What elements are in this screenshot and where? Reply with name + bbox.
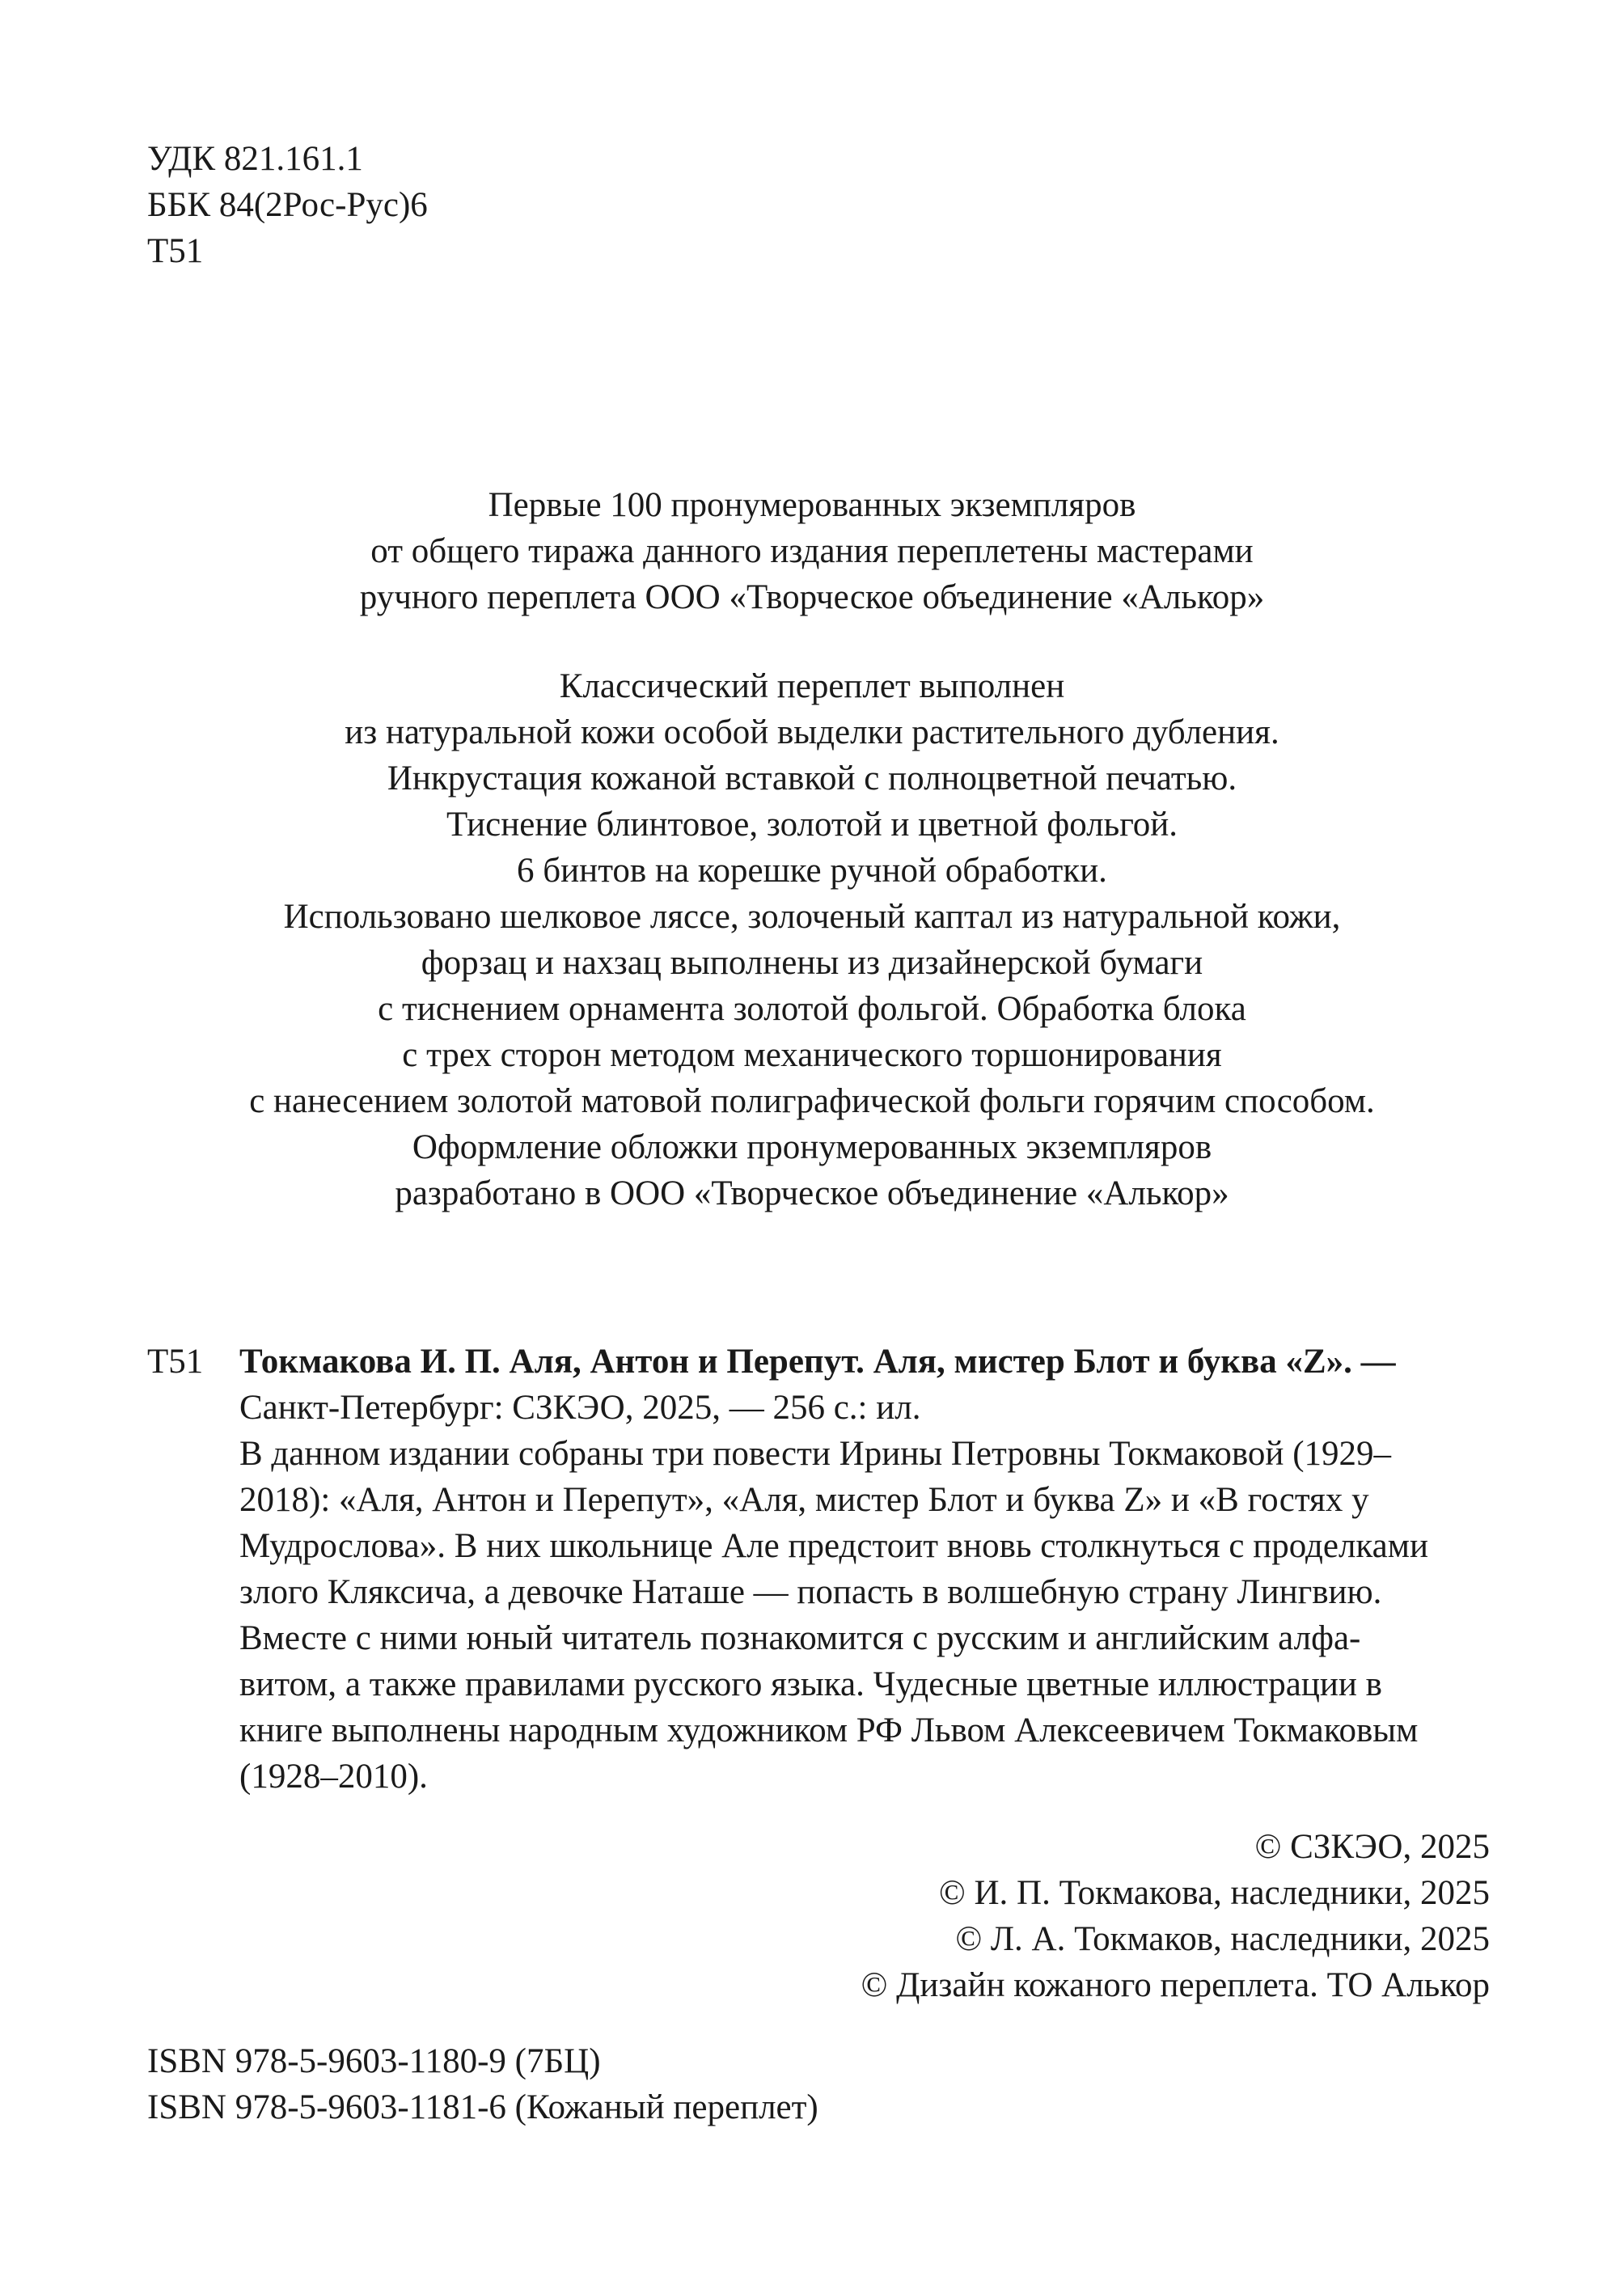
record-heading: Токмакова И. П. Аля, Антон и Перепут. Аля, мистер Блот и буква «Z». —: [239, 1343, 1396, 1381]
binding-note-line: разработано в ООО «Творческое объединение «Алькор»: [395, 1174, 1229, 1212]
record-imprint: Санкт-Петербург: СЗКЭО, 2025, — 256 с.: ил.: [239, 1389, 921, 1427]
record-code: Т51: [147, 1343, 204, 1381]
copyright-line: © СЗКЭО, 2025: [1254, 1828, 1490, 1866]
edition-note-line: от общего тиража данного издания переплетены мастерами: [370, 532, 1254, 570]
isbn-list: [147, 2038, 818, 2130]
binding-note-line: Оформление обложки пронумерованных экземпляров: [412, 1128, 1212, 1166]
binding-note-line: Инкрустация кожаной вставкой с полноцветной печатью.: [387, 759, 1237, 797]
binding-note-line: форзац и нахзац выполнены из дизайнерской бумаги: [421, 944, 1203, 982]
binding-note-line: с трех сторон методом механического торшонирования: [402, 1036, 1222, 1074]
copyright-notices: [861, 1824, 1490, 2008]
annotation-line: витом, а также правилами русского языка. Чудесные цветные иллюстрации в: [239, 1665, 1382, 1703]
record-body: [239, 1339, 1490, 1800]
copyright-line: © И. П. Токмакова, наследники, 2025: [939, 1874, 1490, 1912]
binding-note-line: Использовано шелковое ляссе, золоченый каптал из натуральной кожи,: [283, 898, 1341, 936]
annotation-line: (1928–2010).: [239, 1758, 428, 1796]
udk-code: УДК 821.161.1: [147, 140, 363, 178]
binding-description: [0, 663, 1624, 1216]
binding-note-line: Классический переплет выполнен: [559, 667, 1065, 705]
annotation-line: Мудрослова». В них школьнице Але предстоит вновь столкнуться с проделками: [239, 1527, 1428, 1565]
copyright-line: © Дизайн кожаного переплета. ТО Алькор: [861, 1966, 1490, 2004]
bbk-code: ББК 84(2Рос-Рус)6: [147, 186, 428, 224]
binding-note-line: с нанесением золотой матовой полиграфической фольги горячим способом.: [249, 1082, 1375, 1120]
edition-note-line: ручного переплета ООО «Творческое объединение «Алькор»: [359, 578, 1265, 616]
edition-note-line: Первые 100 пронумерованных экземпляров: [488, 486, 1136, 524]
binding-note-line: из натуральной кожи особой выделки растительного дубления.: [345, 713, 1279, 751]
isbn-line: ISBN 978-5-9603-1180-9 (7БЦ): [147, 2042, 601, 2080]
binding-note-line: 6 бинтов на корешке ручной обработки.: [517, 852, 1107, 890]
annotation-line: книге выполнены народным художником РФ Львом Алексеевичем Токмаковым: [239, 1711, 1419, 1749]
annotation-line: Вместе с ними юный читатель познакомится с русским и английским алфа-: [239, 1619, 1361, 1657]
binding-note-line: Тиснение блинтовое, золотой и цветной фольгой.: [446, 806, 1178, 844]
annotation-line: 2018): «Аля, Антон и Перепут», «Аля, мистер Блот и буква Z» и «В гостях у: [239, 1481, 1369, 1519]
annotation-line: злого Кляксича, а девочке Наташе — попасть в волшебную страну Лингвию.: [239, 1573, 1382, 1611]
numbered-edition-note: [0, 482, 1624, 620]
author-mark: Т51: [147, 232, 204, 270]
binding-note-line: с тиснением орнамента золотой фольгой. Обработка блока: [378, 990, 1246, 1028]
record-annotation: [239, 1431, 1490, 1800]
copyright-line: © Л. А. Токмаков, наследники, 2025: [955, 1920, 1490, 1958]
classification-codes: [147, 136, 428, 274]
annotation-line: В данном издании собраны три повести Ирины Петровны Токмаковой (1929–: [239, 1435, 1392, 1473]
isbn-line: ISBN 978-5-9603-1181-6 (Кожаный переплет): [147, 2088, 818, 2126]
